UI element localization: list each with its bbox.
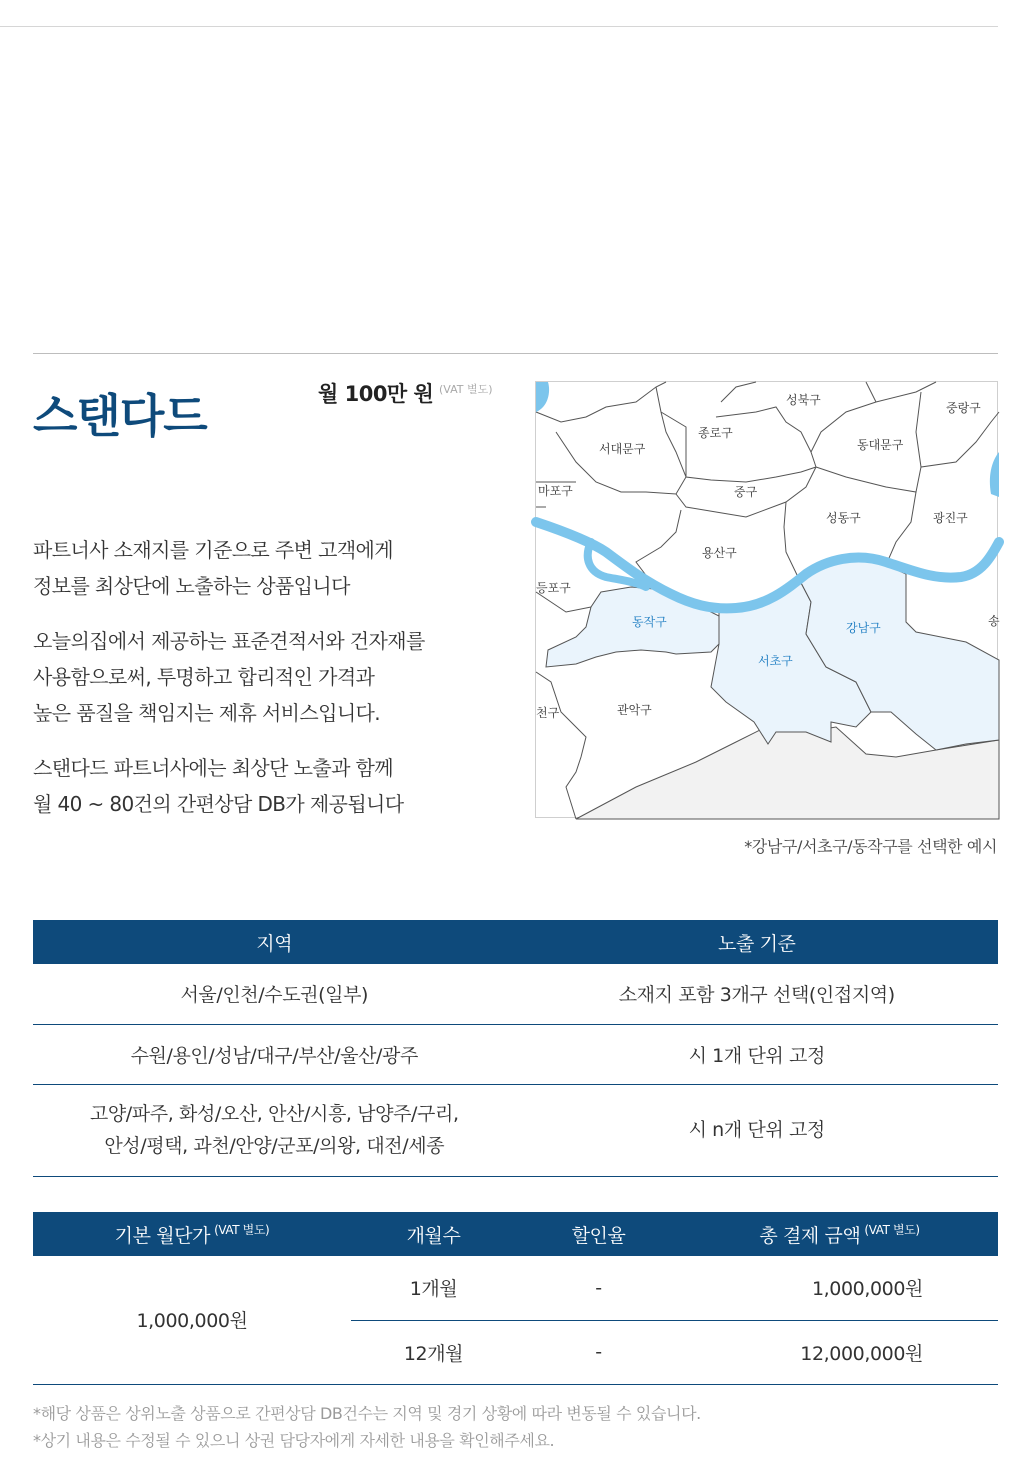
map-border [536,592,591,612]
description-line: 사용함으로써, 투명하고 합리적인 가격과 [33,665,375,689]
map-label-dongdaemun: 동대문구 [857,438,904,452]
table-row [33,1256,998,1320]
price-table [33,1212,998,1385]
base-price-cell: 1,000,000원 [33,1256,351,1384]
header-months: 개월수 [351,1212,516,1256]
map-label-dongjak: 동작구 [632,615,667,629]
product-price: 월 100만 원 [318,382,434,406]
map-caption: *강남구/서초구/동작구를 선택한 예시 [744,837,997,856]
footnote: *상기 내용은 수정될 수 있으니 상권 담당자에게 자세한 내용을 확인해주세요. [33,1431,555,1450]
map-border [866,382,999,467]
header-region: 지역 [33,920,516,964]
map-label-gangnam: 강남구 [846,621,881,635]
header-criteria: 노출 기준 [516,920,999,964]
region-cell [33,1024,516,1084]
description-paragraph-2 [33,623,513,731]
table-row [33,1084,998,1176]
description-line: 스탠다드 파트너사에는 최상단 노출과 함께 [33,756,393,780]
district-map-svg [536,382,999,819]
map-label-seocho: 서초구 [758,654,793,668]
map-label-yongsan: 용산구 [702,546,737,560]
region-cell [33,1084,516,1176]
map-label-gwangjin: 광진구 [933,511,968,525]
total-cell: 12,000,000원 [681,1320,998,1384]
map-border [886,492,916,565]
description-line: 오늘의집에서 제공하는 표준견적서와 건자재를 [33,629,425,653]
description-line: 정보를 최상단에 노출하는 상품입니다 [33,574,350,598]
map-label-jung: 중구 [734,485,758,499]
map-label-seodaemun: 서대문구 [599,442,646,456]
description-line: 파트너사 소재지를 기준으로 주변 고객에게 [33,538,393,562]
region-text: 안성/평택, 과천/안양/군포/의왕, 대전/세종 [104,1135,445,1157]
region-table-header [33,920,998,964]
table-row [33,1024,998,1084]
header-total [681,1212,998,1256]
criteria-cell: 시 n개 단위 고정 [516,1084,999,1176]
header-total-vat: (VAT 별도) [864,1223,920,1238]
map-label-yeongdeungpo: 등포구 [536,581,571,595]
description-paragraph-1 [33,532,513,604]
description-paragraph-3 [33,750,513,822]
map-label-songpa: 송 [988,614,1000,628]
map-label-jongno: 종로구 [698,426,733,440]
header-discount: 할인율 [516,1212,681,1256]
map-label-mapo: 마포구 [538,484,573,498]
total-cell: 1,000,000원 [681,1256,998,1320]
map-label-seongdong: 성동구 [826,511,861,525]
criteria-cell: 소재지 포함 3개구 선택(인접지역) [516,964,999,1024]
discount-cell: - [516,1256,681,1320]
map-label-gwanak: 관악구 [617,703,652,717]
price-table-header [33,1212,998,1256]
discount-cell: - [516,1320,681,1384]
price-vat-note: (VAT 별도) [439,383,493,396]
region-cell [33,964,516,1024]
top-divider [0,26,998,27]
region-text: 고양/파주, 화성/오산, 안산/시흥, 남양주/구리, [89,1103,459,1125]
criteria-cell: 시 1개 단위 고정 [516,1024,999,1084]
header-base-vat: (VAT 별도) [214,1223,270,1238]
map-border [636,510,681,582]
description-line: 월 40 ~ 80건의 간편상담 DB가 제공됩니다 [33,792,404,816]
map-border [536,382,666,422]
months-cell: 1개월 [351,1256,516,1320]
product-title: 스탠다드 [33,389,207,443]
header-base-price [33,1212,351,1256]
map-river-edge [536,382,549,412]
map-border [784,502,798,577]
map-border [816,467,921,492]
district-map [535,381,998,818]
map-label-jungnang: 중랑구 [946,401,981,415]
region-text: 수원/용인/성남/대구/부산/울산/광주 [130,1044,418,1067]
section-divider [33,353,998,354]
map-border [536,672,586,819]
header-total-label: 총 결제 금액 [759,1224,861,1247]
table-row [33,964,998,1024]
header-base-price-label: 기본 월단가 [114,1224,211,1247]
months-cell: 12개월 [351,1320,516,1384]
region-table [33,920,998,1177]
region-text: 서울/인천/수도권(일부) [180,984,369,1007]
description-line: 높은 품질을 책임지는 제휴 서비스입니다. [33,701,381,725]
footnote: *해당 상품은 상위노출 상품으로 간편상담 DB건수는 지역 및 경기 상황에 따라 변동될 수 있습니다. [33,1404,701,1423]
map-label-geumcheon: 천구 [536,706,560,720]
map-river-edge [990,452,999,497]
map-border [556,387,686,494]
map-label-seongbuk: 성북구 [786,393,821,407]
